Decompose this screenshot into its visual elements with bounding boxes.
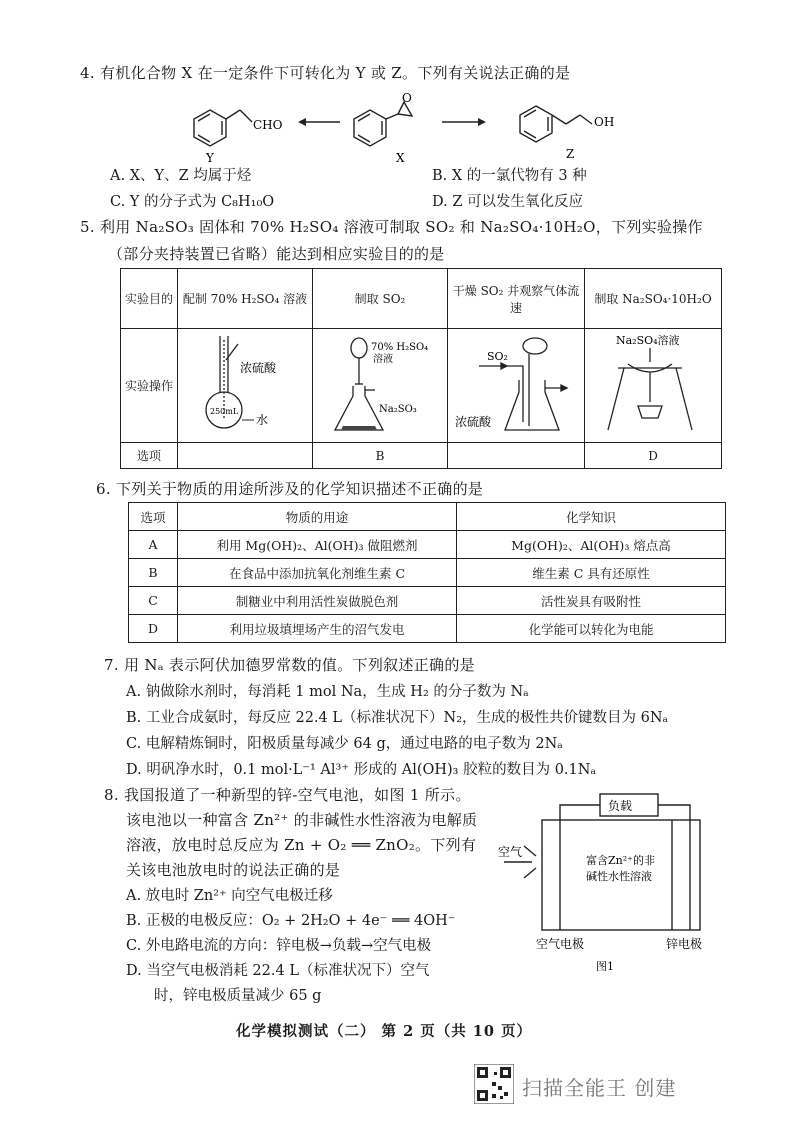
- q8-stem-line3: 溶液，放电时总反应为 Zn + O₂ ══ ZnO₂。下列有: [126, 836, 477, 854]
- molecule-x: [354, 102, 412, 146]
- q6-stem: 6. 下列关于物质的用途所涉及的化学知识描述不正确的是: [96, 480, 484, 498]
- q4-option-d: D. Z 可以发生氧化反应: [432, 194, 584, 210]
- h2so4-label: 70% H₂SO₄: [371, 342, 429, 353]
- table-cell: 化学能可以转化为电能: [457, 615, 726, 643]
- q5-apparatus-a: [178, 329, 313, 443]
- q5-apparatus-c: [448, 329, 585, 443]
- table-cell: 利用垃圾填埋场产生的沼气发电: [178, 615, 457, 643]
- h2so4-solution-label: 溶液: [373, 354, 393, 365]
- q8-option-d-line2: 时，锌电极质量减少 65 g: [154, 988, 322, 1004]
- q7-option-c: C. 电解精炼铜时，阳极质量每减少 64 g，通过电路的电子数为 2Nₐ: [126, 736, 563, 752]
- q8-stem-line4: 关该电池放电时的说法正确的是: [126, 861, 341, 879]
- table-row: [129, 587, 726, 615]
- q5-purpose-b: 制取 SO₂: [313, 269, 448, 329]
- q5-apparatus-b: [313, 329, 448, 443]
- table-cell: Mg(OH)₂、Al(OH)₃ 熔点高: [457, 531, 726, 559]
- table-cell: 活性炭具有吸附性: [457, 587, 726, 615]
- q5-option-d: D: [585, 443, 722, 469]
- table-cell: D: [129, 615, 178, 643]
- table-row: [129, 615, 726, 643]
- cho-label: CHO: [253, 118, 283, 132]
- q7-stem: 7. 用 Nₐ 表示阿伏加德罗常数的值。下列叙述正确的是: [104, 656, 475, 674]
- q5-row-head-purpose: 实验目的: [121, 269, 178, 329]
- q7-option-a: A. 钠做除水剂时，每消耗 1 mol Na，生成 H₂ 的分子数为 Nₐ: [126, 684, 529, 700]
- q4-option-b: B. X 的一氯代物有 3 种: [432, 168, 587, 184]
- so2-label: SO₂: [487, 350, 508, 363]
- q5-row-head-operation: 实验操作: [121, 329, 178, 443]
- table-header: 物质的用途: [178, 503, 457, 531]
- q5-option-c: [448, 443, 585, 469]
- q5-apparatus-d: [585, 329, 722, 443]
- na2so3-label: Na₂SO₃: [379, 404, 417, 415]
- q7-option-b: B. 工业合成氨时，每反应 22.4 L（标准状况下）N₂，生成的极性共价键数目为 6Nₐ: [126, 710, 669, 726]
- oh-label: OH: [594, 115, 615, 129]
- table-cell: C: [129, 587, 178, 615]
- q8-stem-line1: 8. 我国报道了一种新型的锌-空气电池，如图 1 所示。: [104, 786, 471, 804]
- air-label: 空气: [498, 845, 523, 859]
- label-x: X: [396, 151, 405, 164]
- q8-option-b: B. 正极的电极反应：O₂ + 2H₂O + 4e⁻ ══ 4OH⁻: [126, 913, 456, 929]
- load-label: 负载: [608, 799, 633, 813]
- q7-option-d: D. 明矾净水时，0.1 mol·L⁻¹ Al³⁺ 形成的 Al(OH)₃ 胶粒的数目为 0.1Nₐ: [126, 762, 597, 778]
- q4-option-a: A. X、Y、Z 均属于烃: [110, 168, 252, 184]
- solution-label-1: 富含Zn²⁺的非: [586, 854, 655, 867]
- table-cell: 在食品中添加抗氧化剂维生素 C: [178, 559, 457, 587]
- conc-acid-label-c: 浓硫酸: [455, 415, 492, 429]
- q8-battery-figure: [496, 790, 732, 976]
- page-footer: 化学模拟测试（二） 第 2 页（共 10 页）: [236, 1023, 533, 1040]
- molecule-z: [520, 106, 592, 142]
- q5-stem-line1: 5. 利用 Na₂SO₃ 固体和 70% H₂SO₄ 溶液可制取 SO₂ 和 Na₂SO₄·10H₂O，下列实验操作: [80, 218, 703, 236]
- q4-stem: 4. 有机化合物 X 在一定条件下可转化为 Y 或 Z。下列有关说法正确的是: [80, 64, 571, 82]
- q8-option-c: C. 外电路电流的方向：锌电极→负载→空气电极: [126, 938, 432, 954]
- table-row: [129, 531, 726, 559]
- q5-option-b: B: [313, 443, 448, 469]
- conc-acid-label: 浓硫酸: [240, 361, 277, 375]
- q5-purpose-a: 配制 70% H₂SO₄ 溶液: [178, 269, 313, 329]
- water-label: 水: [256, 413, 269, 427]
- label-y: Y: [206, 151, 214, 164]
- svg-text:O: O: [402, 92, 412, 105]
- table-cell: 维生素 C 具有还原性: [457, 559, 726, 587]
- table-cell: B: [129, 559, 178, 587]
- q8-option-d-line1: D. 当空气电极消耗 22.4 L（标准状况下）空气: [126, 963, 430, 979]
- q4-reaction-scheme: [180, 92, 660, 164]
- q5-purpose-d: 制取 Na₂SO₄·10H₂O: [585, 269, 722, 329]
- na2so4-solution-label: Na₂SO₄溶液: [616, 334, 680, 347]
- qr-code-icon: [474, 1064, 514, 1104]
- molecule-y: [194, 110, 252, 146]
- flask-volume: 250mL: [210, 407, 239, 416]
- zinc-electrode-label: 锌电极: [666, 937, 703, 951]
- table-row: [129, 559, 726, 587]
- q4-option-c: C. Y 的分子式为 C₈H₁₀O: [110, 194, 275, 210]
- table-header: 选项: [129, 503, 178, 531]
- table-cell: 制糖业中利用活性炭做脱色剂: [178, 587, 457, 615]
- figure-caption: 图1: [596, 960, 614, 973]
- q8-option-a: A. 放电时 Zn²⁺ 向空气电极迁移: [126, 888, 333, 904]
- table-header-row: [129, 503, 726, 531]
- solution-label-2: 碱性水性溶液: [586, 870, 652, 883]
- label-z: Z: [566, 147, 575, 161]
- table-cell: 利用 Mg(OH)₂、Al(OH)₃ 做阻燃剂: [178, 531, 457, 559]
- q5-option-a: [178, 443, 313, 469]
- q6-table: [128, 502, 726, 643]
- table-header: 化学知识: [457, 503, 726, 531]
- q5-stem-line2: （部分夹持装置已省略）能达到相应实验目的的是: [108, 245, 445, 263]
- air-electrode-label: 空气电极: [536, 937, 585, 951]
- q8-stem-line2: 该电池以一种富含 Zn²⁺ 的非碱性水性溶液为电解质: [126, 811, 478, 829]
- q5-experiment-table: [120, 268, 722, 469]
- q5-purpose-c: 干燥 SO₂ 并观察气体流速: [448, 269, 585, 329]
- scanner-watermark: 扫描全能王 创建: [522, 1076, 677, 1100]
- table-cell: A: [129, 531, 178, 559]
- q5-row-head-option: 选项: [121, 443, 178, 469]
